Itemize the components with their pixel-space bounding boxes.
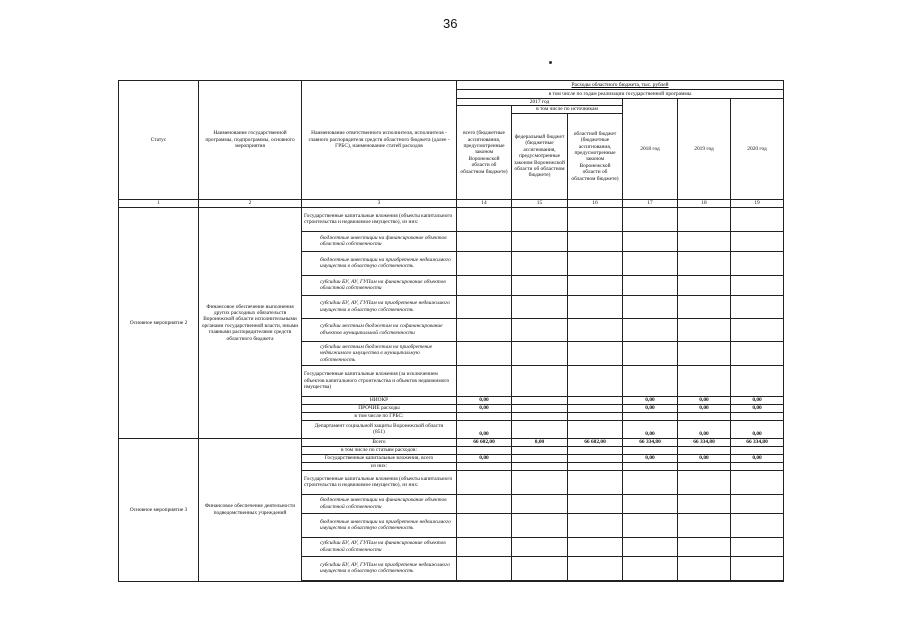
header-by-sources: в том числе по источникам [512, 106, 623, 113]
other-value: 0,00 [678, 404, 731, 412]
event2-cap-invest-excl: Государственные капитальные вложения (за исключением объектов капитального строительства и объектов недвижимого имущества) [302, 365, 457, 396]
other-value [568, 404, 623, 412]
event3-total: Всего [302, 438, 457, 446]
cap-total-value [568, 454, 623, 462]
header-2020: 2020 год [731, 99, 784, 200]
event3-status: Основное мероприятие 3 [119, 438, 199, 581]
dept-value [512, 420, 568, 438]
cap-total-value: 0,00 [457, 454, 512, 462]
col-num: 19 [731, 199, 784, 207]
dept-value: 0,00 [623, 420, 678, 438]
event2-row-6: субсидии местным бюджетам на приобретение недвижимого имущества в муниципальную собственность [302, 341, 457, 365]
event2-status: Основное мероприятие 2 [119, 207, 199, 438]
col-num: 2 [199, 199, 302, 207]
niokr-value [512, 396, 568, 404]
total-value: 66 602,00 [457, 438, 512, 446]
other-value: 0,00 [623, 404, 678, 412]
event2-niokr: НИОКР [302, 396, 457, 404]
col-num: 16 [568, 199, 623, 207]
event2-name: Финансовое обеспечение выполнения других расходных обязательств Воронежской области исполнительными органами государственной власти, иными главными распорядителями средств областного бюджета [199, 207, 302, 438]
niokr-value: 0,00 [678, 396, 731, 404]
header-executor-name: Наименование ответственного исполнителя, исполнителя - главного распорядителя средств областного бюджета (далее - ГРБС), наименование статей расходов [302, 81, 457, 200]
event2-by-grbs: в том числе по ГРБС: [302, 412, 457, 420]
col-num: 17 [623, 199, 678, 207]
event3-cap-invest: Государственные капитальные вложения (объекты капитального строительства и недвижимое имущество), из них: [302, 470, 457, 494]
niokr-value [568, 396, 623, 404]
header-status: Статус [119, 81, 199, 200]
event3-of-them: из них: [302, 462, 457, 470]
page-number: 36 [443, 16, 458, 31]
total-value: 66 602,00 [568, 438, 623, 446]
col-num: 14 [457, 199, 512, 207]
other-value [512, 404, 568, 412]
department-name: Департамент социальной защиты Воронежской области [314, 422, 444, 429]
budget-table [118, 80, 784, 582]
other-value: 0,00 [457, 404, 512, 412]
other-value: 0,00 [731, 404, 784, 412]
event3-row-1: бюджетные инвестиции на финансирование объектов областной собственности [302, 494, 457, 513]
total-value: 66 334,80 [731, 438, 784, 446]
col-num: 15 [512, 199, 568, 207]
event2-row-4: субсидии БУ, АУ, ГУПам на приобретение недвижимого имущества в областную собственность [302, 295, 457, 318]
department-code: (851) [373, 429, 385, 436]
event3-cap-total: Государственные капитальные вложения, всего [302, 454, 457, 462]
header-program-name: Наименование государственной программы, подпрограммы, основного мероприятия [199, 81, 302, 200]
col-num: 1 [119, 199, 199, 207]
total-value: 66 334,80 [623, 438, 678, 446]
niokr-value: 0,00 [623, 396, 678, 404]
header-regional-col: областной бюджет (бюджетные ассигнования, предусмотренные законом Воронежской области об областном бюджете) [568, 113, 623, 199]
event3-by-articles: в том числе по статьям расходов: [302, 446, 457, 454]
event3-row-4: субсидии БУ, АУ, ГУПам на приобретение недвижимого имущества в областную собственность [302, 556, 457, 580]
total-value: 0,00 [512, 438, 568, 446]
cap-total-value: 0,00 [623, 454, 678, 462]
event2-cap-invest: Государственные капитальные вложения (объекты капитального строительства и недвижимое имущество), из них: [302, 207, 457, 231]
event2-row-5: субсидии местным бюджетам на софинансирование объектов муниципальной собственности [302, 318, 457, 341]
event2-row-1: бюджетные инвестиции на финансирование объектов областной собственности [302, 231, 457, 251]
cap-total-value [512, 454, 568, 462]
total-value: 66 334,80 [678, 438, 731, 446]
event3-row-3: субсидии БУ, АУ, ГУПам на финансирование объектов областной собственности [302, 537, 457, 556]
event3-name: Финансовое обеспечение деятельности подведомственных учреждений [199, 438, 302, 581]
header-2018: 2018 год [623, 99, 678, 200]
cap-total-value: 0,00 [678, 454, 731, 462]
dept-value [568, 420, 623, 438]
event2-department [302, 420, 457, 438]
scan-dot [549, 61, 552, 64]
header-expenses: Расходы областного бюджета, тыс. рублей [457, 81, 784, 90]
niokr-value: 0,00 [731, 396, 784, 404]
header-total-col: всего (бюджетные ассигнования, предусмотренные законом Воронежской области об областном бюджете) [457, 106, 512, 199]
col-num: 3 [302, 199, 457, 207]
niokr-value: 0,00 [457, 396, 512, 404]
cap-total-value: 0,00 [731, 454, 784, 462]
event2-row-3: субсидии БУ, АУ, ГУПам на финансирование объектов областной собственности [302, 275, 457, 295]
header-by-years: в том числе по годам реализации государственной программы [457, 90, 784, 99]
header-2017: 2017 год [457, 99, 623, 106]
header-2019: 2019 год [678, 99, 731, 200]
event2-other: ПРОЧИЕ расходы [302, 404, 457, 412]
header-federal-col: федеральный бюджет (бюджетные ассигнования, предусмотренные законом Воронежской области об областном бюджете) [512, 113, 568, 199]
dept-value: 0,00 [457, 420, 512, 438]
dept-value: 0,00 [678, 420, 731, 438]
dept-value: 0,00 [731, 420, 784, 438]
event2-row-2: бюджетные инвестиции на приобретение недвижимого имущества в областную собственность [302, 251, 457, 275]
col-num: 18 [678, 199, 731, 207]
event3-row-2: бюджетные инвестиции на приобретение недвижимого имущества в областную собственность [302, 513, 457, 537]
